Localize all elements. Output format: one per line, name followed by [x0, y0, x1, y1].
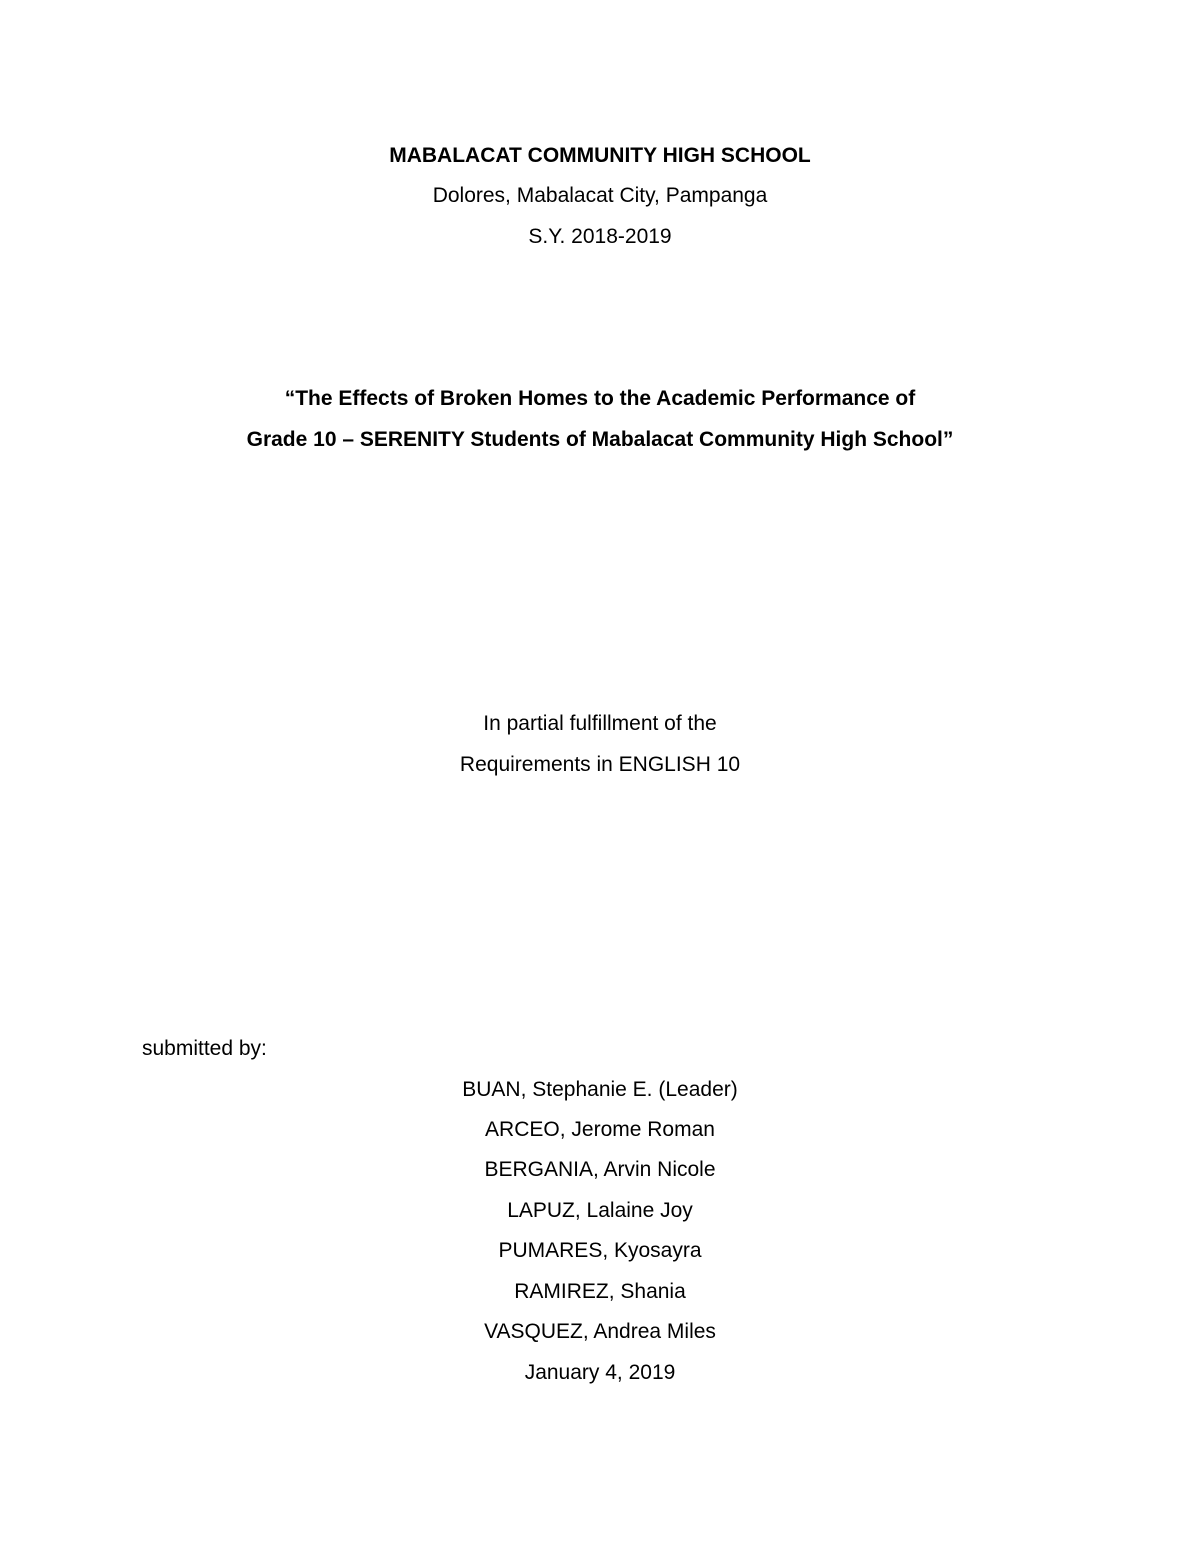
fulfillment-line-1: In partial fulfillment of the [483, 712, 717, 735]
member-name: RAMIREZ, Shania [514, 1280, 686, 1303]
title-line-2: Grade 10 – SERENITY Students of Mabalacat Community High School” [246, 428, 954, 451]
member-name: LAPUZ, Lalaine Joy [507, 1199, 693, 1222]
school-year: S.Y. 2018-2019 [528, 225, 672, 248]
fulfillment-line-2: Requirements in ENGLISH 10 [459, 753, 741, 776]
submission-date: January 4, 2019 [524, 1361, 676, 1384]
member-name: ARCEO, Jerome Roman [485, 1118, 715, 1141]
member-name: BERGANIA, Arvin Nicole [484, 1158, 716, 1181]
school-address: Dolores, Mabalacat City, Pampanga [432, 184, 768, 207]
school-name: MABALACAT COMMUNITY HIGH SCHOOL [389, 144, 811, 167]
member-name: BUAN, Stephanie E. (Leader) [462, 1078, 738, 1101]
member-name: PUMARES, Kyosayra [498, 1239, 702, 1262]
member-name: VASQUEZ, Andrea Miles [484, 1320, 716, 1343]
submitted-by-label: submitted by: [142, 1037, 267, 1060]
title-line-1: “The Effects of Broken Homes to the Academic Performance of [284, 387, 916, 410]
